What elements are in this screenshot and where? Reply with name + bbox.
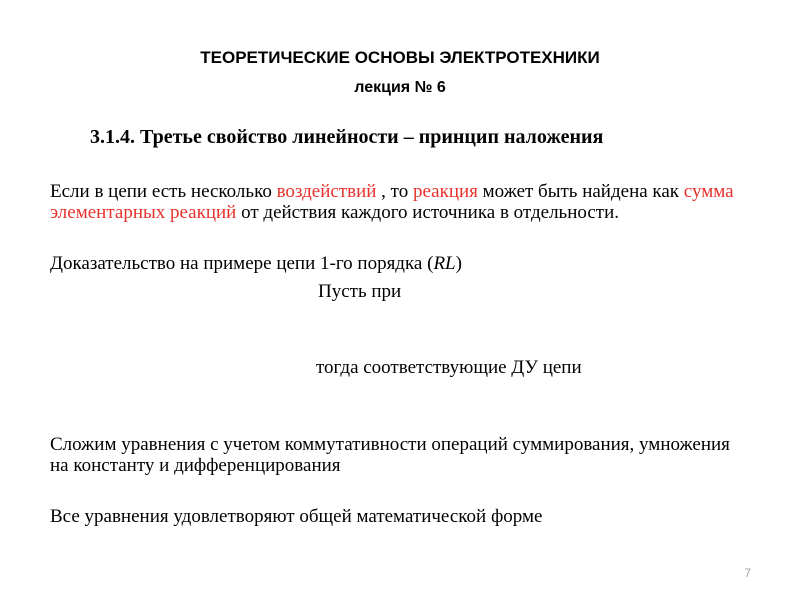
highlight-influences: воздействий	[276, 181, 377, 202]
slide-title: ТЕОРЕТИЧЕСКИЕ ОСНОВЫ ЭЛЕКТРОТЕХНИКИ	[200, 48, 600, 67]
paragraph-1-part-2: , то	[376, 181, 413, 202]
paragraph-superposition-definition	[50, 181, 750, 223]
paragraph-sum-equations: Сложим уравнения с учетом коммутативности операций суммирования, умножения на константу и дифференцирования	[50, 434, 730, 476]
paragraph-2-tail: )	[455, 253, 462, 274]
page-number: 7	[744, 566, 751, 580]
paragraph-general-form: Все уравнения удовлетворяют общей математической форме	[50, 506, 543, 527]
paragraph-1-part-3: может быть найдена как	[477, 181, 684, 202]
paragraph-1-part-4: от действия каждого источника в отдельности.	[236, 202, 620, 223]
paragraph-then-equations: тогда соответствующие ДУ цепи	[316, 357, 582, 378]
paragraph-2-text: Доказательство на примере цепи 1-го порядка (	[50, 253, 434, 274]
paragraph-proof-intro	[50, 253, 750, 274]
section-heading-text: 3.1.4. Третье свойство линейности – принцип наложения	[90, 126, 604, 148]
paragraph-2-italic: RL	[433, 253, 456, 274]
highlight-reaction: реакция	[412, 181, 478, 202]
section-heading	[50, 125, 690, 150]
highlight-sum-of-reactions: сумма элементарных реакций	[50, 181, 734, 223]
slide-subtitle: лекция № 6	[354, 79, 446, 96]
paragraph-let: Пусть при	[318, 281, 402, 302]
paragraph-1-part-1: Если в цепи есть несколько	[50, 181, 277, 202]
